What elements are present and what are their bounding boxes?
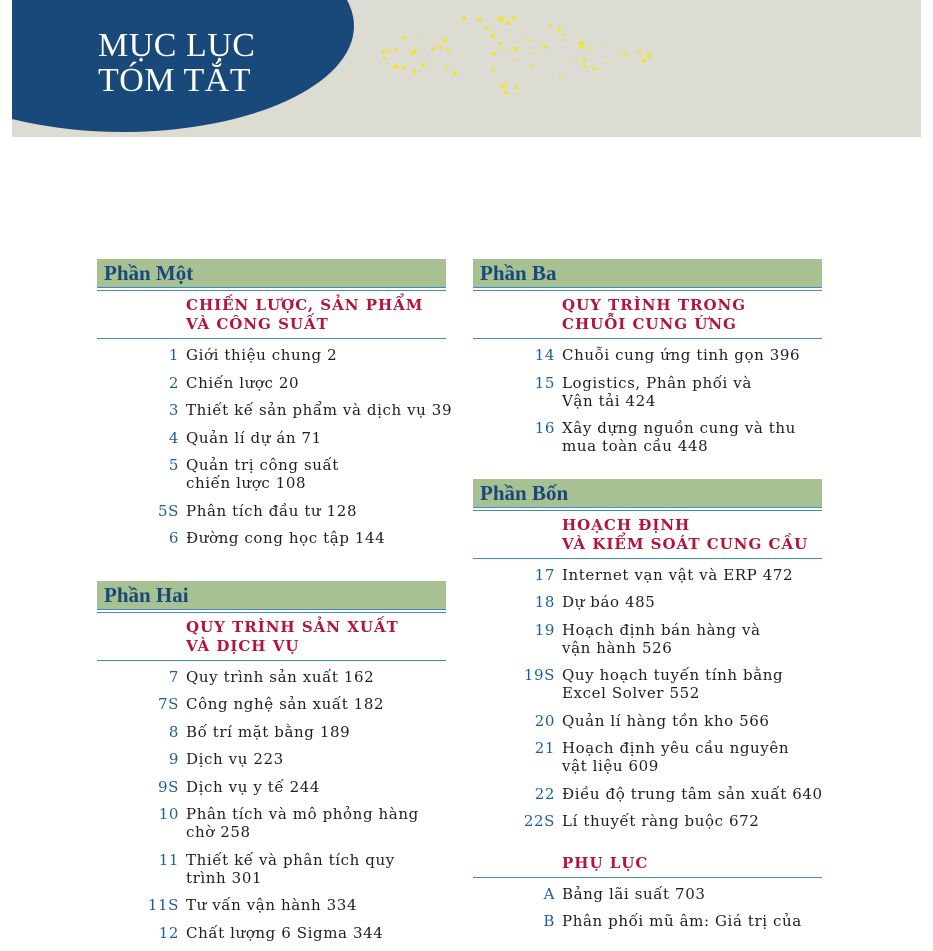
toc-entry[interactable]	[473, 419, 822, 455]
chapter-number: 20	[534, 711, 555, 730]
decorative-dot	[442, 38, 447, 43]
chapter-number: 11S	[147, 896, 179, 914]
toc-entry[interactable]	[473, 712, 822, 730]
decorative-dot	[492, 52, 496, 56]
part-three-title: Phần Ba	[473, 259, 822, 288]
appendix-entries	[473, 885, 822, 931]
toc-entry[interactable]	[97, 778, 446, 796]
chapter-number: 11	[158, 850, 179, 869]
decorative-dot	[605, 62, 607, 64]
toc-entry[interactable]	[97, 723, 446, 741]
appendix-letter: B	[543, 912, 555, 930]
appendix-title-text: Bảng lãi suất 703	[562, 884, 706, 903]
decorative-dot	[579, 44, 584, 49]
toc-entry[interactable]	[473, 785, 822, 803]
chapter-title: Phân tích và mô phỏng hàng chờ 258	[186, 805, 419, 841]
decorative-dot	[485, 26, 489, 30]
chapter-number: 6	[168, 529, 179, 547]
chapter-title: Công nghệ sản xuất 182	[186, 695, 385, 713]
decorative-dot	[558, 26, 562, 30]
decorative-dots	[362, 14, 662, 94]
appendix-title: PHỤ LỤC	[473, 840, 822, 878]
decorative-dot	[530, 64, 533, 67]
decorative-dot	[477, 17, 482, 22]
chapter-number: 9	[168, 750, 179, 768]
decorative-dot	[543, 45, 547, 49]
chapter-title: Thiết kế và phân tích quy trình 301	[186, 850, 395, 887]
decorative-dot	[446, 48, 450, 52]
decorative-dot	[605, 44, 607, 46]
chapter-number: 21	[534, 739, 555, 757]
chapter-number: 8	[168, 722, 179, 741]
decorative-dot	[453, 71, 458, 76]
part-three-subtitle-line1: QUY TRÌNH TRONG	[562, 296, 747, 314]
decorative-dot	[574, 60, 577, 63]
chapter-number: 19S	[523, 666, 555, 684]
part-four-section	[473, 479, 822, 831]
toc-entry[interactable]	[97, 750, 446, 768]
chapter-number: 22	[534, 784, 555, 803]
part-one-entries	[97, 346, 453, 547]
chapter-title: Dự báo 485	[562, 593, 656, 611]
chapter-title: Chuỗi cung ứng tinh gọn 396	[562, 346, 801, 364]
chapter-number: 5	[168, 456, 179, 474]
chapter-title: Lí thuyết ràng buộc 672	[562, 812, 760, 830]
part-one-title: Phần Một	[97, 259, 446, 288]
toc-entry[interactable]	[473, 739, 822, 775]
decorative-dot	[412, 70, 416, 74]
page-title	[98, 28, 255, 98]
chapter-number: 14	[534, 346, 555, 364]
decorative-dot	[503, 91, 508, 94]
toc-entry[interactable]	[473, 566, 822, 584]
part-one-section	[97, 259, 453, 547]
decorative-dot	[641, 58, 646, 63]
chapter-title: Internet vạn vật và ERP 472	[562, 565, 794, 584]
decorative-dot	[499, 42, 503, 46]
chapter-title: Giới thiệu chung 2	[186, 346, 338, 364]
toc-entry[interactable]	[473, 593, 822, 611]
chapter-title: Dịch vụ y tế 244	[186, 777, 321, 796]
header-banner	[12, 0, 921, 137]
part-one-subtitle-line2: VÀ CÔNG SUẤT	[186, 315, 329, 333]
chapter-number: 5S	[157, 501, 179, 520]
decorative-dot	[583, 65, 587, 69]
decorative-dot	[593, 67, 597, 71]
decorative-dot	[512, 16, 515, 19]
chapter-title: Dịch vụ 223	[186, 750, 284, 768]
toc-entry[interactable]	[97, 456, 446, 492]
toc-entry[interactable]	[97, 429, 446, 447]
chapter-number: 12	[158, 923, 179, 942]
chapter-title: Quản trị công suất chiến lược 108	[186, 456, 339, 492]
decorative-dot	[498, 16, 503, 21]
chapter-title: Hoạch định yêu cầu nguyên vật liệu 609	[562, 739, 790, 775]
toc-entry[interactable]	[473, 346, 822, 364]
decorative-dot	[422, 63, 426, 67]
toc-entry[interactable]	[97, 401, 453, 419]
decorative-dot	[625, 53, 628, 56]
chapter-number: 19	[534, 620, 555, 639]
part-two-entries	[97, 668, 446, 942]
chapter-number: 7	[168, 667, 179, 686]
decorative-dot	[529, 40, 531, 42]
chapter-number: 3	[168, 401, 179, 419]
decorative-dot	[383, 57, 386, 60]
decorative-dot	[382, 50, 386, 54]
appendix-section	[473, 840, 822, 931]
chapter-title: Chiến lược 20	[186, 373, 300, 392]
toc-entry[interactable]	[473, 912, 822, 930]
chapter-title: Hoạch định bán hàng và vận hành 526	[562, 620, 761, 657]
decorative-dot	[402, 68, 405, 71]
decorative-dot	[589, 47, 592, 50]
part-two-section	[97, 581, 446, 942]
part-four-subtitle-line1: HOẠCH ĐỊNH	[562, 515, 691, 534]
toc-entry[interactable]	[97, 502, 446, 520]
decorative-dot	[500, 84, 504, 88]
chapter-title: Quy hoạch tuyến tính bằng Excel Solver 552	[562, 666, 784, 702]
decorative-dot	[559, 76, 562, 79]
title-line-1: MỤC LỤC	[98, 27, 256, 64]
chapter-title: Chất lượng 6 Sigma 344	[186, 923, 384, 942]
decorative-dot	[438, 45, 442, 49]
decorative-dot	[619, 52, 622, 55]
chapter-title: Quản lí hàng tồn kho 566	[562, 711, 770, 730]
part-four-entries	[473, 566, 822, 831]
toc-entry[interactable]	[97, 851, 446, 887]
decorative-dot	[513, 58, 515, 60]
part-two-subtitle-line2: VÀ DỊCH VỤ	[186, 636, 300, 655]
chapter-number: 10	[158, 805, 179, 823]
toc-entry[interactable]	[97, 896, 446, 914]
chapter-title: Xây dựng nguồn cung và thu mua toàn cầu 448	[562, 419, 796, 455]
decorative-dot	[491, 34, 496, 39]
appendix-letter: A	[543, 884, 555, 903]
decorative-dot	[524, 38, 526, 40]
part-one-subtitle	[97, 290, 446, 339]
part-four-subtitle	[473, 510, 822, 559]
decorative-dot	[515, 85, 519, 89]
chapter-number: 18	[534, 593, 555, 611]
toc-entry[interactable]	[97, 805, 446, 841]
chapter-number: 17	[534, 565, 555, 584]
decorative-dot	[549, 24, 552, 27]
toc-entry[interactable]	[473, 621, 822, 657]
part-four-title: Phần Bốn	[473, 479, 822, 508]
decorative-dot	[431, 47, 435, 51]
toc-column-right	[473, 259, 822, 940]
decorative-dot	[562, 39, 565, 42]
decorative-dot	[582, 58, 586, 62]
chapter-title: Bố trí mặt bằng 189	[186, 722, 351, 741]
decorative-dot	[638, 50, 641, 53]
part-three-section	[473, 259, 822, 455]
part-four-subtitle-line2: VÀ KIỂM SOÁT CUNG CẦU	[562, 534, 809, 553]
toc-entry[interactable]	[97, 529, 446, 547]
chapter-title: Quản lí dự án 71	[186, 428, 322, 447]
chapter-title: Phân tích đầu tư 128	[186, 501, 358, 520]
decorative-dot	[532, 52, 535, 55]
chapter-title: Thiết kế sản phẩm và dịch vụ 39	[186, 401, 453, 419]
toc-entry[interactable]	[473, 374, 822, 410]
decorative-dot	[394, 49, 397, 52]
part-two-subtitle-line1: QUY TRÌNH SẢN XUẤT	[186, 617, 399, 636]
toc-entry[interactable]	[473, 885, 822, 903]
toc-entry[interactable]	[97, 695, 446, 713]
chapter-number: 9S	[157, 777, 179, 796]
decorative-dot	[506, 20, 511, 25]
chapter-title: Đường cong học tập 144	[186, 529, 386, 547]
toc-entry[interactable]	[473, 666, 822, 702]
chapter-number: 22S	[523, 812, 555, 830]
part-two-subtitle	[97, 612, 446, 661]
decorative-dot	[514, 47, 519, 52]
toc-column-left	[97, 259, 453, 951]
decorative-dot	[462, 16, 466, 20]
toc-entry[interactable]	[97, 374, 446, 392]
toc-entry[interactable]	[97, 346, 446, 364]
toc-entry[interactable]	[97, 668, 446, 686]
decorative-dot	[403, 37, 406, 40]
decorative-dot	[640, 53, 642, 55]
decorative-dot	[445, 69, 447, 71]
part-three-subtitle	[473, 290, 822, 339]
decorative-dot	[444, 64, 447, 67]
decorative-dot	[387, 49, 390, 52]
chapter-title: Tư vấn vận hành 334	[186, 896, 358, 914]
chapter-title: Điều độ trung tâm sản xuất 640	[562, 784, 823, 803]
chapter-title: Quy trình sản xuất 162	[186, 667, 375, 686]
part-three-entries	[473, 346, 822, 455]
part-two-title: Phần Hai	[97, 581, 446, 610]
decorative-dot	[393, 64, 398, 69]
decorative-dot	[502, 48, 505, 51]
part-three-subtitle-line2: CHUỖI CUNG ỨNG	[562, 315, 737, 333]
toc-entry[interactable]	[473, 812, 822, 830]
decorative-dot	[557, 29, 560, 32]
chapter-number: 16	[534, 419, 555, 437]
chapter-title: Logistics, Phân phối và Vận tải 424	[562, 373, 752, 410]
decorative-dot	[623, 49, 625, 51]
chapter-number: 7S	[157, 695, 179, 713]
chapter-number: 4	[168, 428, 179, 447]
decorative-dot	[564, 33, 567, 36]
chapter-number: 15	[534, 373, 555, 392]
chapter-number: 2	[168, 373, 179, 392]
appendix-title-text: Phân phối mũ âm: Giá trị của	[562, 912, 802, 930]
decorative-dot	[418, 37, 420, 39]
decorative-dot	[491, 67, 495, 71]
decorative-dot	[648, 55, 650, 57]
chapter-number: 1	[168, 346, 179, 364]
decorative-dot	[410, 51, 413, 54]
part-one-subtitle-line1: CHIẾN LƯỢC, SẢN PHẨM	[186, 296, 424, 314]
title-line-2: TÓM TẮT	[98, 62, 252, 99]
